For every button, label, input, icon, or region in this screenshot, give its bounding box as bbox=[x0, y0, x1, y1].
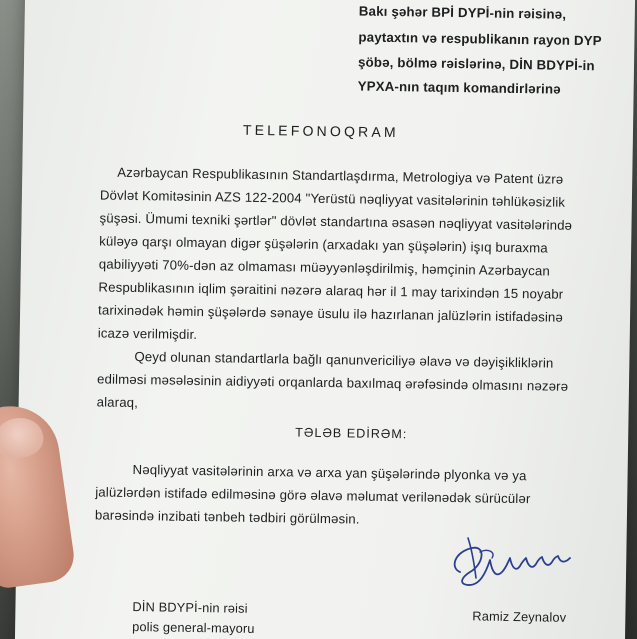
document-title: TELEFONOQRAM bbox=[242, 121, 399, 141]
paragraph-1-line: küləyə qarşı olmayan digər şüşələrin (arxadakı yan şüşələrin) işıq buraxma bbox=[99, 233, 548, 256]
paragraph-3-line: jalüzlərdən istifadə edilməsinə görə əlavə məlumat verilənədək sürücülər bbox=[95, 484, 531, 507]
paragraph-1-line: Dövlət Komitəsinin AZS 122-2004 "Yerüstü nəqliyyat vasitələrinin təhlükəsizlik bbox=[99, 187, 566, 210]
demand-heading: TƏLƏB EDİRƏM: bbox=[295, 425, 408, 442]
address-line-2: paytaxtın və respublikanın rayon DYP bbox=[358, 29, 602, 49]
paragraph-1-line: Respublikasının iqlim şəraitini nəzərə alaraq hər il 1 may tarixindən 15 noyabr bbox=[98, 279, 564, 302]
paragraph-1-line: şüşəsi. Ümumi texniki şərtlər" dövlət standartına əsasən nəqliyyat vasitələrində bbox=[99, 210, 573, 233]
signatory-position-line-2: polis general-mayoru bbox=[132, 619, 255, 636]
address-line-4: YPXA-nın taqım komandirlərinə bbox=[357, 78, 561, 97]
paragraph-3-line: Nəqliyyat vasitələrinin arxa və arxa yan şüşələrində plyonka və ya bbox=[132, 461, 527, 484]
paragraph-1-line: tarixinədək həmin şüşələrdə sənaye üsulu ilə hazırlanan jalüzlərin istifadəsinə bbox=[98, 302, 564, 325]
address-line-3: şöbə, bölmə rəislərinə, DİN BDYPİ-in bbox=[357, 54, 595, 74]
paragraph-1-line: Azərbaycan Respublikasının Standartlaşdırma, Metrologiya və Patent üzrə bbox=[117, 164, 564, 187]
paragraph-1-line: qabiliyyəti 70%-dən az olmaması müəyyənləşdirilmiş, həmçinin Azərbaycan bbox=[98, 256, 551, 279]
signatory-position-line-1: DİN BDYPİ-nin rəisi bbox=[132, 599, 248, 616]
signatory-name: Ramiz Zeynalov bbox=[472, 608, 567, 625]
paragraph-3-line: barəsində inzibati tənbeh tədbiri görülməsin. bbox=[94, 507, 360, 527]
paragraph-1-line: icazə verilmişdir. bbox=[97, 325, 198, 342]
paragraph-2-line: Qeyd olunan standartlarla bağlı qanunvericiliyə əlavə və dəyişikliklərin bbox=[134, 349, 554, 371]
paragraph-2-line: edilməsi məsələsinin aidiyyəti orqanlarda baxılmaq ərəfəsində olmasını nəzərə bbox=[96, 371, 569, 394]
address-line-1: Bakı şəhər BPİ DYPİ-nin rəisinə, bbox=[358, 3, 567, 22]
paragraph-2-line: alaraq, bbox=[96, 394, 139, 411]
handwritten-signature bbox=[446, 528, 586, 598]
